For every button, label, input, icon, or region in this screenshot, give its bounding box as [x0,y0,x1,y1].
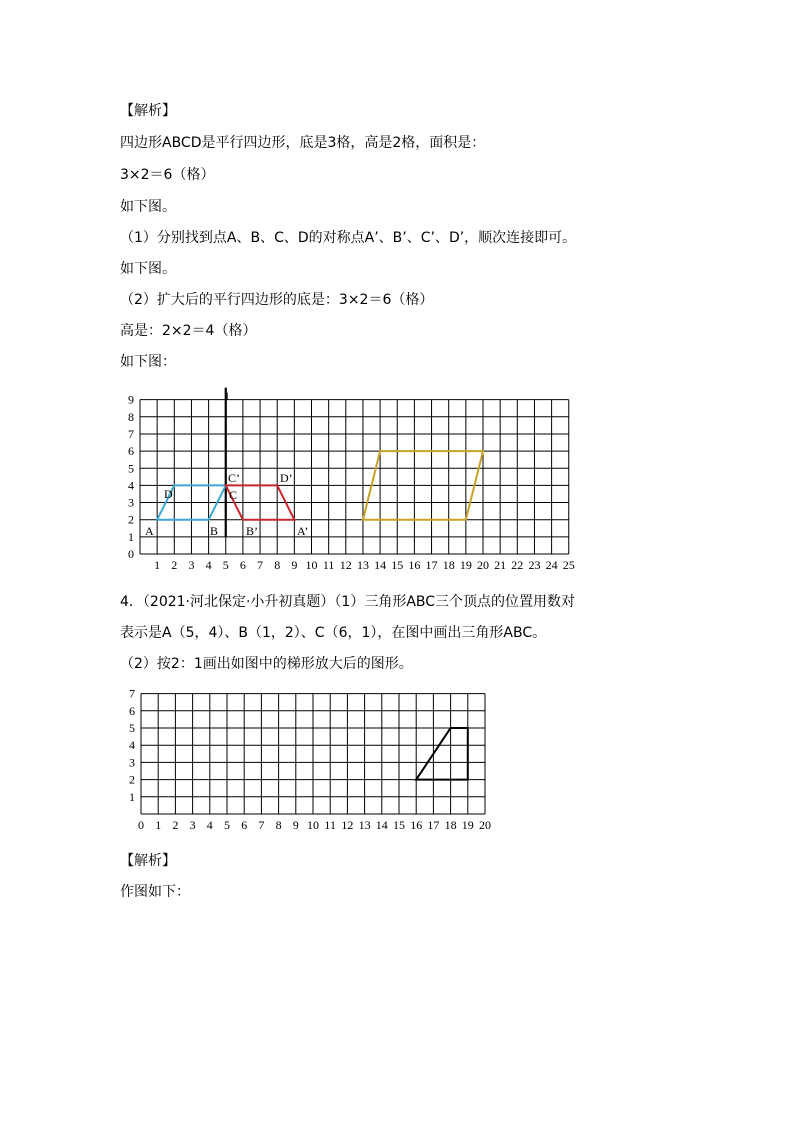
text-line: 如下图。 [120,199,176,215]
analysis-heading: 【解析】 [120,853,176,869]
y-tick-labels [129,687,135,804]
x-tick-label: 3 [189,818,196,832]
point-label-d: D [164,487,173,501]
x-tick-label: 15 [391,558,404,572]
y-tick-label: 0 [128,547,134,561]
x-tick-label: 6 [239,558,246,572]
x-tick-label: 15 [393,818,405,832]
point-label-c-prime: C’ [228,471,240,485]
question-4-line-1: 4．（2021·河北保定·小升初真题）（1）三角形ABC三个顶点的位置用数对 [120,594,576,610]
x-tick-label: 19 [461,818,474,832]
text-line: （2）扩大后的平行四边形的底是：3×2＝6（格） [120,292,434,308]
point-label-a-prime: A’ [297,524,309,538]
y-tick-label: 4 [129,738,135,753]
point-label-a: A [145,524,154,538]
x-tick-label: 6 [241,818,248,832]
x-tick-label: 25 [562,558,575,572]
x-tick-label: 16 [410,818,423,832]
x-tick-label: 4 [205,558,212,572]
x-tick-label: 1 [154,558,161,572]
question-4-line-2: 表示是A（5，4）、B（1，2）、C（6，1），在图中画出三角形ABC。 [120,625,547,641]
y-tick-label: 7 [128,426,134,441]
y-tick-label: 2 [129,772,135,787]
text-line: 如下图。 [120,261,176,277]
x-tick-label: 21 [494,558,507,572]
x-tick-label: 11 [324,818,336,832]
analysis-heading: 【解析】 [120,103,176,119]
x-tick-label: 3 [188,558,195,572]
y-tick-label: 5 [128,461,134,476]
question-4-line-3: （2）按2：1画出如图中的梯形放大后的图形。 [120,656,413,672]
text-line: 高是：2×2＝4（格） [120,323,257,339]
y-tick-label: 7 [129,686,135,701]
y-tick-label: 5 [129,721,135,735]
x-tick-label: 18 [442,558,455,572]
x-tick-label: 13 [358,818,371,832]
x-tick-label: 4 [206,818,213,832]
text-line: 3×2＝6（格） [120,167,215,183]
x-tick-label: 12 [341,818,354,832]
text-line: 四边形ABCD是平行四边形，底是3格，高是2格，面积是： [120,135,486,151]
x-tick-label: 20 [477,558,489,572]
x-tick-label: 5 [224,818,230,832]
y-tick-label: 3 [128,495,134,510]
x-tick-label: 2 [172,818,179,832]
x-tick-label: 8 [275,818,282,832]
x-tick-label: 7 [258,818,265,832]
x-tick-labels [154,558,575,572]
point-label-b: B [210,524,219,538]
y-tick-label: 4 [128,478,134,493]
x-tick-label: 13 [356,558,369,572]
y-tick-label: 6 [129,703,135,718]
point-label-c: C [229,488,238,502]
y-tick-label: 6 [128,444,134,459]
figure-shapes [416,728,468,780]
x-tick-label: 17 [427,818,440,832]
text-line: 如下图： [120,354,176,370]
y-tick-label: 1 [129,789,135,804]
x-tick-labels [138,818,491,832]
y-tick-label: 1 [128,529,134,544]
x-tick-label: 9 [291,558,298,572]
x-tick-label: 9 [292,818,299,832]
x-tick-label: 7 [257,558,264,572]
x-tick-label: 17 [425,558,438,572]
trapezoid [416,728,468,780]
x-tick-label: 10 [305,558,318,572]
x-tick-label: 1 [155,818,162,832]
x-tick-label: 18 [444,818,457,832]
x-tick-label: 23 [528,558,541,572]
x-tick-label: 5 [222,558,229,572]
y-tick-label: 8 [128,409,134,424]
point-label-d-prime: D’ [280,471,293,485]
x-tick-label: 2 [171,558,178,572]
x-tick-label: 14 [374,558,387,572]
x-tick-label: 12 [339,558,352,572]
y-tick-label: 2 [128,512,134,527]
x-tick-label: 16 [408,558,421,572]
y-tick-label: 9 [128,392,134,407]
x-tick-label: 0 [138,818,144,832]
text-line: （1）分别找到点A、B、C、D的对称点A’、B’、C’、D’，顺次连接即可。 [120,230,577,246]
grid-lines [140,388,569,554]
x-tick-label: 14 [375,818,388,832]
x-tick-label: 10 [307,818,319,832]
symmetry-axis-label: 1 [224,389,230,403]
x-tick-label: 8 [274,558,281,572]
x-tick-label: 22 [511,558,524,572]
x-tick-label: 11 [322,558,335,572]
x-tick-label: 19 [459,558,472,572]
y-tick-labels [128,393,134,561]
x-tick-label: 20 [479,818,491,832]
text-line: 作图如下： [120,884,190,900]
x-tick-label: 24 [545,558,558,572]
y-tick-label: 3 [129,755,135,770]
point-label-b-prime: B’ [246,524,258,538]
